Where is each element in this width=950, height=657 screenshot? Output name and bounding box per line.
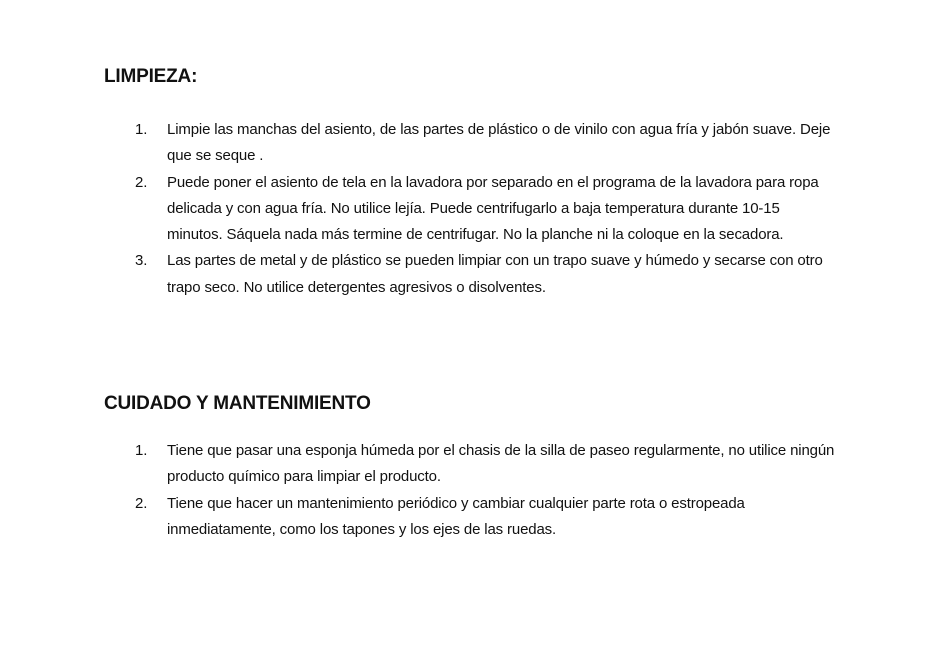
list-item [135, 248, 835, 301]
list-item-number: 3. [135, 252, 148, 270]
section-title-cuidado: CUIDADO Y MANTENIMIENTO [104, 393, 371, 414]
list-item-number: 2. [135, 494, 148, 512]
list-item-number: 1. [135, 121, 148, 138]
section-title-limpieza: LIMPIEZA: [104, 66, 198, 87]
list-item [135, 438, 835, 491]
list-item [135, 117, 835, 170]
maintenance-list [135, 438, 835, 543]
cleaning-list [135, 117, 835, 301]
list-item-text: Las partes de metal y de plástico se pueden limpiar con un trapo suave y húmedo y secarse con otro trapo seco. No utilice detergentes agresivos o disolventes. [167, 252, 823, 296]
list-item [135, 170, 835, 249]
list-item-text: Tiene que hacer un mantenimiento periódico y cambiar cualquier parte rota o estropeada inmediatamente, como los tapones y los ejes de las ruedas. [167, 494, 745, 538]
list-item [135, 491, 835, 544]
list-item-text: Puede poner el asiento de tela en la lavadora por separado en el programa de la lavadora para ropa delicada y con agua fría. No utilice lejía. Puede centrifugarlo a baja temperatura durante 10-15 minutos. Sáquela nada más termine de centrifugar. No la planche ni la coloque en la secadora. [167, 173, 819, 244]
list-item-number: 1. [135, 442, 148, 459]
list-item-text: Tiene que pasar una esponja húmeda por el chasis de la silla de paseo regularmente, no utilice ningún producto químico para limpiar el producto. [167, 442, 835, 486]
list-item-text: Limpie las manchas del asiento, de las partes de plástico o de vinilo con agua fría y jabón suave. Deje que se seque . [167, 121, 831, 165]
list-item-number: 2. [135, 173, 148, 191]
